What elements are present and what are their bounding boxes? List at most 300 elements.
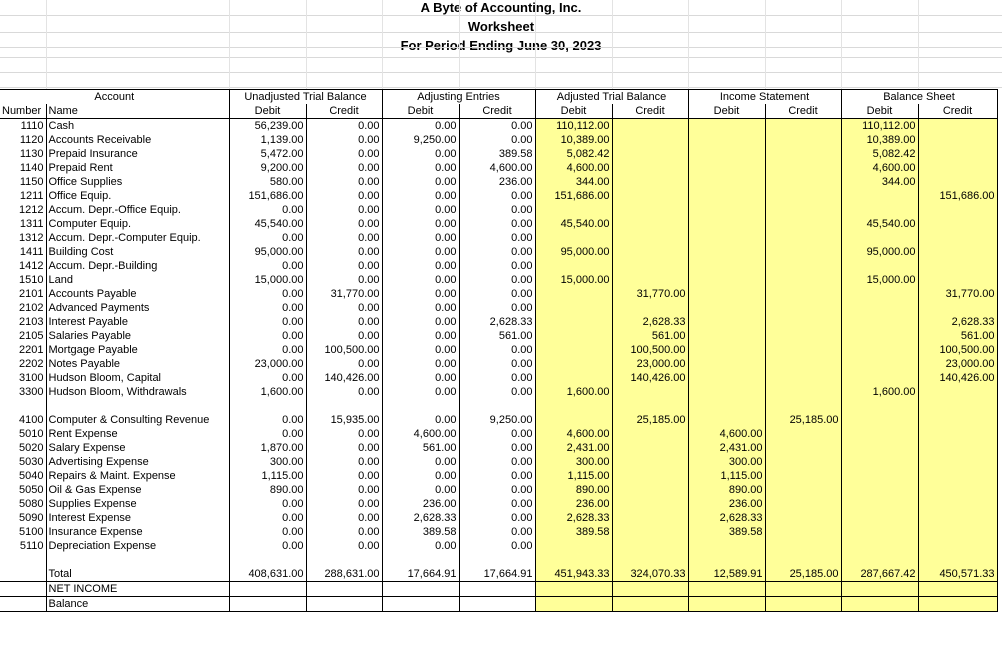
cell-name[interactable]: Mortgage Payable bbox=[46, 343, 229, 357]
cell-name[interactable]: Computer Equip. bbox=[46, 217, 229, 231]
cell-adj-tb-credit[interactable] bbox=[612, 259, 688, 273]
cell-blank[interactable] bbox=[306, 553, 382, 567]
cell-number[interactable]: 1120 bbox=[0, 133, 46, 147]
cell-unadj-credit[interactable]: 0.00 bbox=[306, 175, 382, 189]
cell-balance-credit[interactable] bbox=[918, 511, 997, 525]
cell-name[interactable]: Prepaid Insurance bbox=[46, 147, 229, 161]
cell-adj-tb-debit[interactable]: 389.58 bbox=[535, 525, 612, 539]
cell-adj-entry-credit[interactable]: 0.00 bbox=[459, 203, 535, 217]
cell-adj-tb-credit[interactable]: 25,185.00 bbox=[612, 413, 688, 427]
cell-income-debit[interactable]: 1,115.00 bbox=[688, 469, 765, 483]
cell-adj-entry-debit[interactable]: 4,600.00 bbox=[382, 427, 459, 441]
cell-adj-tb-credit[interactable] bbox=[612, 385, 688, 399]
cell-income-credit[interactable] bbox=[765, 469, 841, 483]
cell-unadj-credit[interactable]: 0.00 bbox=[306, 483, 382, 497]
cell-number[interactable]: 5100 bbox=[0, 525, 46, 539]
cell-balance-debit[interactable]: 5,082.42 bbox=[841, 147, 918, 161]
cell-adj-tb-debit[interactable] bbox=[535, 329, 612, 343]
cell-number[interactable]: 2101 bbox=[0, 287, 46, 301]
cell-adj-entry-credit[interactable]: 0.00 bbox=[459, 525, 535, 539]
cell-adj-entry-debit[interactable]: 2,628.33 bbox=[382, 511, 459, 525]
cell-adj-tb-credit[interactable]: 100,500.00 bbox=[612, 343, 688, 357]
cell-income-credit[interactable] bbox=[765, 217, 841, 231]
cell-balance-debit[interactable] bbox=[841, 399, 918, 413]
cell-number[interactable]: 1110 bbox=[0, 119, 46, 134]
cell-number[interactable]: 4100 bbox=[0, 413, 46, 427]
cell-unadj-credit[interactable]: 0.00 bbox=[306, 245, 382, 259]
cell-balance-credit[interactable]: 23,000.00 bbox=[918, 357, 997, 371]
cell-adj-entry-debit[interactable]: 0.00 bbox=[382, 231, 459, 245]
cell-income-debit[interactable] bbox=[688, 161, 765, 175]
cell-unadj-credit[interactable]: 0.00 bbox=[306, 525, 382, 539]
cell-balance-credit[interactable]: 561.00 bbox=[918, 329, 997, 343]
balance-adj-entry-credit[interactable] bbox=[459, 597, 535, 612]
cell-blank[interactable] bbox=[0, 597, 46, 612]
cell-income-debit[interactable]: 389.58 bbox=[688, 525, 765, 539]
cell-adj-tb-debit[interactable]: 15,000.00 bbox=[535, 273, 612, 287]
cell-balance-credit[interactable] bbox=[918, 385, 997, 399]
cell-adj-entry-credit[interactable]: 0.00 bbox=[459, 259, 535, 273]
cell-adj-entry-credit[interactable]: 0.00 bbox=[459, 245, 535, 259]
cell-blank[interactable] bbox=[0, 582, 46, 597]
cell-income-debit[interactable] bbox=[688, 217, 765, 231]
cell-income-debit[interactable] bbox=[688, 231, 765, 245]
total-adj-tb-credit[interactable]: 324,070.33 bbox=[612, 567, 688, 582]
cell-name[interactable]: Computer & Consulting Revenue bbox=[46, 413, 229, 427]
cell-adj-entry-credit[interactable]: 389.58 bbox=[459, 147, 535, 161]
cell-income-debit[interactable]: 300.00 bbox=[688, 455, 765, 469]
cell-income-debit[interactable] bbox=[688, 315, 765, 329]
total-balance-credit[interactable]: 450,571.33 bbox=[918, 567, 997, 582]
cell-income-credit[interactable] bbox=[765, 147, 841, 161]
cell-adj-entry-credit[interactable]: 0.00 bbox=[459, 469, 535, 483]
cell-balance-debit[interactable] bbox=[841, 343, 918, 357]
cell-number[interactable]: 5080 bbox=[0, 497, 46, 511]
cell-balance-debit[interactable]: 15,000.00 bbox=[841, 273, 918, 287]
cell-balance-debit[interactable] bbox=[841, 483, 918, 497]
cell-adj-entry-credit[interactable] bbox=[459, 399, 535, 413]
cell-unadj-debit[interactable]: 23,000.00 bbox=[229, 357, 306, 371]
cell-adj-entry-credit[interactable]: 561.00 bbox=[459, 329, 535, 343]
cell-unadj-credit[interactable]: 0.00 bbox=[306, 217, 382, 231]
cell-unadj-debit[interactable]: 0.00 bbox=[229, 413, 306, 427]
cell-name[interactable]: Interest Expense bbox=[46, 511, 229, 525]
cell-blank[interactable] bbox=[0, 553, 46, 567]
cell-adj-entry-debit[interactable]: 0.00 bbox=[382, 483, 459, 497]
cell-name[interactable]: Office Equip. bbox=[46, 189, 229, 203]
cell-blank[interactable] bbox=[918, 553, 997, 567]
cell-unadj-debit[interactable]: 1,115.00 bbox=[229, 469, 306, 483]
cell-balance-credit[interactable] bbox=[918, 161, 997, 175]
total-adj-entry-credit[interactable]: 17,664.91 bbox=[459, 567, 535, 582]
cell-adj-entry-debit[interactable]: 0.00 bbox=[382, 385, 459, 399]
cell-unadj-credit[interactable]: 0.00 bbox=[306, 427, 382, 441]
balance-income-credit[interactable] bbox=[765, 597, 841, 612]
cell-name[interactable] bbox=[46, 399, 229, 413]
cell-income-credit[interactable] bbox=[765, 245, 841, 259]
cell-unadj-debit[interactable]: 56,239.00 bbox=[229, 119, 306, 134]
cell-income-credit[interactable] bbox=[765, 287, 841, 301]
cell-adj-tb-credit[interactable] bbox=[612, 399, 688, 413]
cell-balance-credit[interactable]: 151,686.00 bbox=[918, 189, 997, 203]
cell-unadj-credit[interactable]: 0.00 bbox=[306, 133, 382, 147]
cell-adj-entry-credit[interactable]: 0.00 bbox=[459, 273, 535, 287]
cell-adj-tb-debit[interactable]: 300.00 bbox=[535, 455, 612, 469]
cell-income-debit[interactable] bbox=[688, 413, 765, 427]
cell-adj-entry-credit[interactable]: 0.00 bbox=[459, 133, 535, 147]
cell-adj-tb-credit[interactable] bbox=[612, 525, 688, 539]
cell-unadj-credit[interactable]: 15,935.00 bbox=[306, 413, 382, 427]
cell-adj-tb-debit[interactable]: 344.00 bbox=[535, 175, 612, 189]
cell-income-credit[interactable] bbox=[765, 539, 841, 553]
cell-unadj-credit[interactable]: 0.00 bbox=[306, 441, 382, 455]
cell-unadj-debit[interactable]: 0.00 bbox=[229, 329, 306, 343]
cell-income-debit[interactable] bbox=[688, 371, 765, 385]
cell-unadj-credit[interactable]: 0.00 bbox=[306, 259, 382, 273]
net-income-unadj-debit[interactable] bbox=[229, 582, 306, 597]
cell-name[interactable]: Accum. Depr.-Office Equip. bbox=[46, 203, 229, 217]
cell-adj-tb-debit[interactable] bbox=[535, 259, 612, 273]
cell-balance-debit[interactable] bbox=[841, 287, 918, 301]
cell-name[interactable]: Office Supplies bbox=[46, 175, 229, 189]
cell-name[interactable]: Accum. Depr.-Building bbox=[46, 259, 229, 273]
cell-balance-debit[interactable] bbox=[841, 231, 918, 245]
cell-adj-tb-credit[interactable] bbox=[612, 189, 688, 203]
cell-balance-debit[interactable] bbox=[841, 301, 918, 315]
balance-balance-debit[interactable] bbox=[841, 597, 918, 612]
cell-balance-credit[interactable] bbox=[918, 133, 997, 147]
total-adj-entry-debit[interactable]: 17,664.91 bbox=[382, 567, 459, 582]
cell-income-debit[interactable] bbox=[688, 273, 765, 287]
cell-blank[interactable] bbox=[459, 553, 535, 567]
total-name[interactable]: Total bbox=[46, 567, 229, 582]
cell-adj-entry-debit[interactable]: 389.58 bbox=[382, 525, 459, 539]
cell-unadj-credit[interactable]: 31,770.00 bbox=[306, 287, 382, 301]
cell-number[interactable]: 2202 bbox=[0, 357, 46, 371]
cell-unadj-debit[interactable]: 0.00 bbox=[229, 371, 306, 385]
cell-balance-debit[interactable]: 10,389.00 bbox=[841, 133, 918, 147]
cell-adj-entry-debit[interactable]: 0.00 bbox=[382, 161, 459, 175]
cell-name[interactable]: Hudson Bloom, Withdrawals bbox=[46, 385, 229, 399]
cell-unadj-debit[interactable]: 5,472.00 bbox=[229, 147, 306, 161]
cell-adj-entry-credit[interactable]: 2,628.33 bbox=[459, 315, 535, 329]
cell-number[interactable]: 2103 bbox=[0, 315, 46, 329]
cell-blank[interactable] bbox=[688, 553, 765, 567]
balance-balance-credit[interactable] bbox=[918, 597, 997, 612]
cell-name[interactable]: Notes Payable bbox=[46, 357, 229, 371]
cell-unadj-credit[interactable] bbox=[306, 399, 382, 413]
cell-adj-tb-credit[interactable] bbox=[612, 175, 688, 189]
cell-unadj-debit[interactable]: 151,686.00 bbox=[229, 189, 306, 203]
cell-income-credit[interactable] bbox=[765, 175, 841, 189]
cell-income-credit[interactable] bbox=[765, 483, 841, 497]
total-unadj-credit[interactable]: 288,631.00 bbox=[306, 567, 382, 582]
cell-adj-tb-credit[interactable]: 31,770.00 bbox=[612, 287, 688, 301]
cell-unadj-credit[interactable]: 140,426.00 bbox=[306, 371, 382, 385]
cell-balance-credit[interactable] bbox=[918, 203, 997, 217]
cell-unadj-debit[interactable]: 0.00 bbox=[229, 287, 306, 301]
cell-income-credit[interactable] bbox=[765, 385, 841, 399]
cell-income-credit[interactable] bbox=[765, 343, 841, 357]
cell-adj-entry-credit[interactable]: 0.00 bbox=[459, 497, 535, 511]
balance-adj-tb-credit[interactable] bbox=[612, 597, 688, 612]
cell-unadj-credit[interactable]: 0.00 bbox=[306, 231, 382, 245]
cell-balance-debit[interactable] bbox=[841, 357, 918, 371]
cell-unadj-debit[interactable]: 1,600.00 bbox=[229, 385, 306, 399]
cell-name[interactable]: Oil & Gas Expense bbox=[46, 483, 229, 497]
cell-name[interactable]: Advanced Payments bbox=[46, 301, 229, 315]
cell-unadj-debit[interactable]: 0.00 bbox=[229, 315, 306, 329]
cell-balance-credit[interactable]: 2,628.33 bbox=[918, 315, 997, 329]
cell-number[interactable]: 3300 bbox=[0, 385, 46, 399]
cell-balance-credit[interactable] bbox=[918, 301, 997, 315]
cell-unadj-debit[interactable]: 0.00 bbox=[229, 497, 306, 511]
cell-adj-tb-credit[interactable] bbox=[612, 245, 688, 259]
cell-adj-entry-debit[interactable]: 0.00 bbox=[382, 287, 459, 301]
cell-adj-tb-credit[interactable] bbox=[612, 427, 688, 441]
cell-adj-entry-debit[interactable] bbox=[382, 399, 459, 413]
cell-adj-entry-debit[interactable]: 0.00 bbox=[382, 119, 459, 134]
cell-name[interactable]: Supplies Expense bbox=[46, 497, 229, 511]
cell-adj-entry-debit[interactable]: 0.00 bbox=[382, 357, 459, 371]
cell-number[interactable] bbox=[0, 399, 46, 413]
cell-name[interactable]: Rent Expense bbox=[46, 427, 229, 441]
cell-name[interactable]: Interest Payable bbox=[46, 315, 229, 329]
cell-income-credit[interactable] bbox=[765, 259, 841, 273]
cell-number[interactable]: 1412 bbox=[0, 259, 46, 273]
total-income-credit[interactable]: 25,185.00 bbox=[765, 567, 841, 582]
cell-balance-credit[interactable] bbox=[918, 455, 997, 469]
cell-income-credit[interactable] bbox=[765, 497, 841, 511]
cell-adj-entry-debit[interactable]: 0.00 bbox=[382, 343, 459, 357]
cell-adj-entry-credit[interactable]: 0.00 bbox=[459, 217, 535, 231]
cell-income-credit[interactable] bbox=[765, 329, 841, 343]
cell-unadj-debit[interactable]: 0.00 bbox=[229, 511, 306, 525]
cell-name[interactable]: Accounts Payable bbox=[46, 287, 229, 301]
cell-balance-debit[interactable] bbox=[841, 413, 918, 427]
cell-adj-tb-debit[interactable] bbox=[535, 371, 612, 385]
cell-adj-entry-credit[interactable]: 0.00 bbox=[459, 301, 535, 315]
cell-unadj-debit[interactable]: 1,139.00 bbox=[229, 133, 306, 147]
balance-unadj-debit[interactable] bbox=[229, 597, 306, 612]
cell-income-debit[interactable] bbox=[688, 245, 765, 259]
cell-name[interactable]: Advertising Expense bbox=[46, 455, 229, 469]
cell-balance-debit[interactable] bbox=[841, 511, 918, 525]
cell-unadj-credit[interactable]: 0.00 bbox=[306, 357, 382, 371]
cell-income-debit[interactable] bbox=[688, 385, 765, 399]
cell-unadj-credit[interactable]: 0.00 bbox=[306, 329, 382, 343]
cell-number[interactable]: 1140 bbox=[0, 161, 46, 175]
cell-number[interactable]: 1212 bbox=[0, 203, 46, 217]
net-income-adj-entry-credit[interactable] bbox=[459, 582, 535, 597]
cell-income-debit[interactable] bbox=[688, 203, 765, 217]
cell-adj-tb-credit[interactable] bbox=[612, 147, 688, 161]
cell-income-credit[interactable] bbox=[765, 455, 841, 469]
cell-income-credit[interactable] bbox=[765, 441, 841, 455]
cell-unadj-credit[interactable]: 0.00 bbox=[306, 539, 382, 553]
cell-name[interactable]: Salaries Payable bbox=[46, 329, 229, 343]
cell-adj-tb-credit[interactable] bbox=[612, 511, 688, 525]
cell-adj-entry-credit[interactable]: 0.00 bbox=[459, 539, 535, 553]
cell-adj-entry-debit[interactable]: 561.00 bbox=[382, 441, 459, 455]
cell-adj-entry-credit[interactable]: 0.00 bbox=[459, 455, 535, 469]
cell-balance-debit[interactable]: 344.00 bbox=[841, 175, 918, 189]
cell-unadj-debit[interactable]: 0.00 bbox=[229, 301, 306, 315]
cell-balance-credit[interactable]: 140,426.00 bbox=[918, 371, 997, 385]
cell-balance-debit[interactable] bbox=[841, 469, 918, 483]
cell-adj-tb-debit[interactable] bbox=[535, 203, 612, 217]
net-income-income-credit[interactable] bbox=[765, 582, 841, 597]
cell-income-debit[interactable]: 2,628.33 bbox=[688, 511, 765, 525]
cell-number[interactable]: 1510 bbox=[0, 273, 46, 287]
cell-adj-entry-debit[interactable]: 0.00 bbox=[382, 259, 459, 273]
cell-unadj-debit[interactable]: 0.00 bbox=[229, 343, 306, 357]
cell-adj-entry-credit[interactable]: 0.00 bbox=[459, 231, 535, 245]
cell-number[interactable]: 2102 bbox=[0, 301, 46, 315]
cell-unadj-credit[interactable]: 0.00 bbox=[306, 273, 382, 287]
cell-unadj-debit[interactable]: 15,000.00 bbox=[229, 273, 306, 287]
cell-unadj-credit[interactable]: 0.00 bbox=[306, 385, 382, 399]
cell-income-debit[interactable] bbox=[688, 119, 765, 134]
cell-adj-tb-credit[interactable] bbox=[612, 231, 688, 245]
cell-unadj-credit[interactable]: 0.00 bbox=[306, 315, 382, 329]
cell-name[interactable]: Prepaid Rent bbox=[46, 161, 229, 175]
cell-unadj-debit[interactable]: 300.00 bbox=[229, 455, 306, 469]
cell-balance-debit[interactable] bbox=[841, 539, 918, 553]
cell-income-credit[interactable] bbox=[765, 301, 841, 315]
cell-adj-tb-credit[interactable] bbox=[612, 539, 688, 553]
cell-unadj-credit[interactable]: 0.00 bbox=[306, 119, 382, 134]
cell-balance-credit[interactable] bbox=[918, 497, 997, 511]
cell-balance-credit[interactable] bbox=[918, 147, 997, 161]
net-income-label[interactable]: NET INCOME bbox=[46, 582, 229, 597]
cell-adj-tb-debit[interactable]: 5,082.42 bbox=[535, 147, 612, 161]
balance-adj-tb-debit[interactable] bbox=[535, 597, 612, 612]
cell-adj-entry-credit[interactable]: 0.00 bbox=[459, 357, 535, 371]
cell-unadj-credit[interactable]: 0.00 bbox=[306, 203, 382, 217]
cell-unadj-debit[interactable]: 0.00 bbox=[229, 259, 306, 273]
cell-adj-tb-credit[interactable] bbox=[612, 483, 688, 497]
cell-adj-tb-debit[interactable] bbox=[535, 343, 612, 357]
cell-blank[interactable] bbox=[382, 553, 459, 567]
cell-income-debit[interactable]: 4,600.00 bbox=[688, 427, 765, 441]
cell-adj-entry-credit[interactable]: 0.00 bbox=[459, 441, 535, 455]
cell-balance-credit[interactable] bbox=[918, 469, 997, 483]
cell-unadj-credit[interactable]: 0.00 bbox=[306, 497, 382, 511]
cell-unadj-credit[interactable]: 0.00 bbox=[306, 469, 382, 483]
cell-balance-debit[interactable] bbox=[841, 315, 918, 329]
cell-adj-entry-debit[interactable]: 0.00 bbox=[382, 371, 459, 385]
net-income-adj-tb-debit[interactable] bbox=[535, 582, 612, 597]
cell-adj-tb-credit[interactable] bbox=[612, 301, 688, 315]
cell-name[interactable]: Hudson Bloom, Capital bbox=[46, 371, 229, 385]
cell-adj-tb-debit[interactable]: 890.00 bbox=[535, 483, 612, 497]
cell-number[interactable]: 1211 bbox=[0, 189, 46, 203]
cell-adj-entry-credit[interactable]: 0.00 bbox=[459, 427, 535, 441]
cell-balance-credit[interactable] bbox=[918, 217, 997, 231]
cell-balance-debit[interactable]: 110,112.00 bbox=[841, 119, 918, 134]
cell-adj-entry-credit[interactable]: 0.00 bbox=[459, 511, 535, 525]
cell-income-credit[interactable] bbox=[765, 399, 841, 413]
cell-balance-credit[interactable] bbox=[918, 119, 997, 134]
cell-balance-debit[interactable]: 45,540.00 bbox=[841, 217, 918, 231]
cell-balance-debit[interactable]: 1,600.00 bbox=[841, 385, 918, 399]
cell-balance-credit[interactable] bbox=[918, 399, 997, 413]
cell-unadj-credit[interactable]: 0.00 bbox=[306, 455, 382, 469]
cell-adj-tb-credit[interactable]: 561.00 bbox=[612, 329, 688, 343]
net-income-balance-credit[interactable] bbox=[918, 582, 997, 597]
cell-income-debit[interactable]: 236.00 bbox=[688, 497, 765, 511]
cell-adj-tb-credit[interactable] bbox=[612, 203, 688, 217]
cell-number[interactable]: 5020 bbox=[0, 441, 46, 455]
cell-balance-debit[interactable] bbox=[841, 259, 918, 273]
net-income-adj-tb-credit[interactable] bbox=[612, 582, 688, 597]
cell-income-debit[interactable] bbox=[688, 399, 765, 413]
cell-adj-entry-credit[interactable]: 9,250.00 bbox=[459, 413, 535, 427]
cell-adj-entry-debit[interactable]: 0.00 bbox=[382, 469, 459, 483]
cell-adj-tb-debit[interactable] bbox=[535, 287, 612, 301]
cell-income-credit[interactable] bbox=[765, 525, 841, 539]
cell-adj-tb-credit[interactable] bbox=[612, 441, 688, 455]
cell-adj-tb-credit[interactable] bbox=[612, 133, 688, 147]
cell-balance-debit[interactable]: 4,600.00 bbox=[841, 161, 918, 175]
cell-adj-tb-debit[interactable]: 110,112.00 bbox=[535, 119, 612, 134]
cell-income-debit[interactable] bbox=[688, 259, 765, 273]
cell-balance-debit[interactable] bbox=[841, 427, 918, 441]
cell-adj-tb-credit[interactable] bbox=[612, 161, 688, 175]
cell-income-credit[interactable] bbox=[765, 161, 841, 175]
cell-unadj-debit[interactable]: 1,870.00 bbox=[229, 441, 306, 455]
cell-adj-tb-debit[interactable] bbox=[535, 357, 612, 371]
cell-balance-credit[interactable] bbox=[918, 413, 997, 427]
cell-adj-tb-credit[interactable]: 23,000.00 bbox=[612, 357, 688, 371]
cell-adj-tb-debit[interactable]: 1,600.00 bbox=[535, 385, 612, 399]
cell-unadj-credit[interactable]: 0.00 bbox=[306, 161, 382, 175]
cell-adj-entry-credit[interactable]: 4,600.00 bbox=[459, 161, 535, 175]
cell-blank[interactable] bbox=[841, 553, 918, 567]
cell-number[interactable]: 1311 bbox=[0, 217, 46, 231]
cell-name[interactable]: Building Cost bbox=[46, 245, 229, 259]
cell-income-debit[interactable] bbox=[688, 287, 765, 301]
total-income-debit[interactable]: 12,589.91 bbox=[688, 567, 765, 582]
balance-unadj-credit[interactable] bbox=[306, 597, 382, 612]
cell-adj-tb-debit[interactable]: 95,000.00 bbox=[535, 245, 612, 259]
cell-adj-tb-debit[interactable]: 1,115.00 bbox=[535, 469, 612, 483]
total-adj-tb-debit[interactable]: 451,943.33 bbox=[535, 567, 612, 582]
cell-number[interactable]: 5110 bbox=[0, 539, 46, 553]
cell-unadj-debit[interactable]: 95,000.00 bbox=[229, 245, 306, 259]
net-income-income-debit[interactable] bbox=[688, 582, 765, 597]
cell-adj-tb-debit[interactable] bbox=[535, 301, 612, 315]
cell-number[interactable]: 1130 bbox=[0, 147, 46, 161]
cell-name[interactable]: Accum. Depr.-Computer Equip. bbox=[46, 231, 229, 245]
cell-adj-entry-credit[interactable]: 0.00 bbox=[459, 189, 535, 203]
cell-adj-tb-credit[interactable] bbox=[612, 273, 688, 287]
cell-income-debit[interactable] bbox=[688, 301, 765, 315]
cell-adj-entry-debit[interactable]: 0.00 bbox=[382, 539, 459, 553]
cell-income-debit[interactable] bbox=[688, 189, 765, 203]
net-income-balance-debit[interactable] bbox=[841, 582, 918, 597]
cell-adj-entry-debit[interactable]: 0.00 bbox=[382, 273, 459, 287]
cell-number[interactable]: 3100 bbox=[0, 371, 46, 385]
cell-adj-entry-debit[interactable]: 0.00 bbox=[382, 301, 459, 315]
cell-adj-tb-debit[interactable]: 236.00 bbox=[535, 497, 612, 511]
cell-adj-entry-credit[interactable]: 0.00 bbox=[459, 343, 535, 357]
cell-unadj-credit[interactable]: 0.00 bbox=[306, 189, 382, 203]
cell-income-debit[interactable]: 2,431.00 bbox=[688, 441, 765, 455]
cell-balance-debit[interactable] bbox=[841, 525, 918, 539]
cell-income-debit[interactable] bbox=[688, 133, 765, 147]
